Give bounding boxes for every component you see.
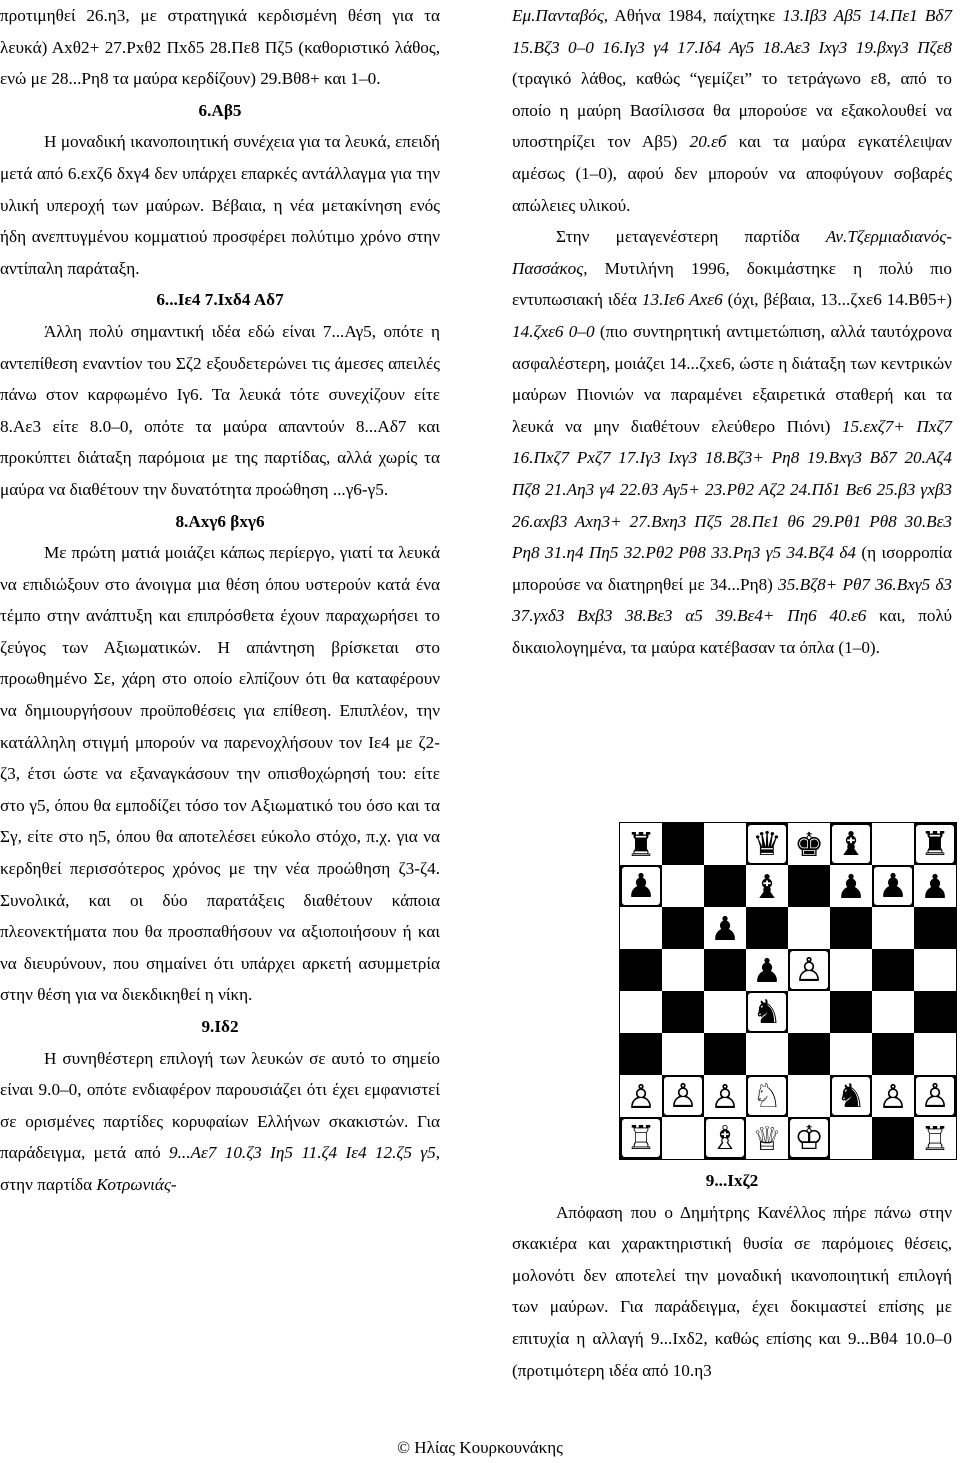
- board-square: [662, 1117, 704, 1159]
- paragraph-7-ag5: Άλλη πολύ σημαντική ιδέα εδώ είναι 7...Αγ5, οπότε η αντεπίθεση εναντίον του Σζ2 εξουδετερώνει τις άμεσες απειλές πάνω στον καρφωμένο Ιγ6. Τα λευκά τότε συνεχίζουν είτε 8.Αε3 είτε 8.0–0, οπότε τα μαύρα απαντούν 8...Αδ7 και προκύπτει διάταξη παρόμοια με της παρτίδας, αλλά χωρίς τα μαύρα να διαθέτουν την δυνατότητα προώθηση ...γ6-γ5.: [0, 321, 440, 499]
- board-square: [914, 823, 956, 865]
- paragraph-8-axg6: Με πρώτη ματιά μοιάζει κάπως περίεργο, γιατί τα λευκά να επιδιώξουν στο άνοιγμα μια θέση όπου υστερούν κατά ένα τέμπο στην ανάπτυξη και επιπρόσθετα έχουν παραχωρήσει το ζεύγος των Αξιωματικών. Η απάντηση βρίσκεται στο προωθημένο Σε, χάρη στο οποίο ελπίζουν ότι θα καταφέρουν να δημιουργήσουν προϋποθέσεις για επίθεση. Επιπλέον, την κατάλληλη στιγμή μπορούν να παρενοχλήσουν τον Ιε4 με ζ2-ζ3, έτσι ώστε να εξαναγκάσουν την οπισθοχώρησή του: είτε στο γ5, όπου θα εμποδίζει τόσο τον Αξιωματικό του όσο και τα Σγ, είτε στο η5, όπου θα αποτελέσει εύκολο στόχο, π.χ. για να κερδηθεί περισσότερος χρόνος με την νέα προώθηση ζ3-ζ4. Συνολικά, και οι δύο παρατάξεις διαθέτουν κάποια πλεονεκτήματα που θα προσπαθήσουν να αξιοποιήσουν ή και να διευρύνουν, που σημαίνει ότι υπάρχει αρκετή ασυμμετρία στην θέση για να διεκδικηθεί η νίκη.: [0, 543, 440, 1005]
- board-square: [620, 1075, 662, 1117]
- board-square: [788, 1033, 830, 1075]
- right-column: [512, 0, 952, 663]
- board-square: [830, 1033, 872, 1075]
- board-square: [662, 949, 704, 991]
- chess-piece-icon: ♟: [874, 867, 912, 905]
- board-square: [872, 1075, 914, 1117]
- chess-piece-icon: ♙: [916, 1077, 954, 1115]
- board-square: [746, 907, 788, 949]
- chess-piece-icon: ♕: [752, 1118, 782, 1158]
- chess-piece-icon: ♟: [710, 908, 740, 948]
- left-column: [0, 0, 440, 1201]
- paragraph-6-ab5: Η μοναδική ικανοποιητική συνέχεια για τα λευκά, επειδή μετά από 6.εxζ6 δxγ4 δεν υπάρχει επαρκές αντάλλαγμα για την υλική υπεροχή των μαύρων. Βέβαια, η νέα μετακίνηση ενός ήδη ανεπτυγμένου κομματιού προσφέρει πολύτιμο χρόνο στην αντίπαλη παράταξη.: [0, 132, 440, 278]
- chess-piece-icon: ♟: [752, 950, 782, 990]
- board-square: [746, 865, 788, 907]
- board-square: [620, 865, 662, 907]
- chess-piece-icon: ♟: [836, 866, 866, 906]
- board-square: [830, 1075, 872, 1117]
- chess-piece-icon: ♘: [748, 1077, 786, 1115]
- board-square: [914, 949, 956, 991]
- chess-piece-icon: ♝: [832, 825, 870, 863]
- chess-piece-icon: ♛: [748, 825, 786, 863]
- board-square: [830, 907, 872, 949]
- board-square: [830, 865, 872, 907]
- board-square: [914, 1033, 956, 1075]
- board-square: [746, 1117, 788, 1159]
- board-square: [788, 865, 830, 907]
- board-square: [872, 865, 914, 907]
- board-square: [788, 1075, 830, 1117]
- board-square: [620, 1033, 662, 1075]
- chess-piece-icon: ♟: [622, 867, 660, 905]
- chess-piece-icon: ♙: [790, 951, 828, 989]
- board-square: [746, 991, 788, 1033]
- board-square: [704, 1075, 746, 1117]
- chess-piece-icon: ♟: [920, 866, 950, 906]
- chess-piece-icon: ♞: [832, 1077, 870, 1115]
- chess-piece-icon: ♙: [664, 1077, 702, 1115]
- board-square: [662, 823, 704, 865]
- chess-piece-icon: ♙: [878, 1076, 908, 1116]
- board-square: [704, 949, 746, 991]
- chess-piece-icon: ♞: [748, 993, 786, 1031]
- chess-piece-icon: ♜: [916, 825, 954, 863]
- board-square: [746, 823, 788, 865]
- paragraph-tzermiadianos-game: Στην μεταγενέστερη παρτίδα Αν.Τζερμιαδιανός-Πασσάκος, Μυτιλήνη 1996, δοκιμάστηκε η πολύ πιο εντυπωσιακή ιδέα 13.Ιε6 Αxε6 (όχι, βέβαια, 13...ζxε6 14.Βθ5+) 14.ζxε6 0–0 (πιο συντηρητική αντιμετώπιση, αλλά ταυτόχρονα ασφαλέστερη, μοιάζει 14...ζxε6, ώστε η διάταξη των κεντρικών μαύρων Πιονιών να παραμένει εξαιρετικά σταθερή και τα λευκά να μην διαθέτουν ελεύθερο Πιόνι) 15.εxζ7+ Πxζ7 16.Πxζ7 Ρxζ7 17.Ιγ3 Ιxγ3 18.Βζ3+ Ρη8 19.Βxγ3 Βδ7 20.Αζ4 Πζ8 21.Αη3 γ4 22.θ3 Αγ5+ 23.Ρθ2 Αζ2 24.Πδ1 Βε6 25.β3 γxβ3 26.αxβ3 Αxη3+ 27.Βxη3 Πζ5 28.Πε1 θ6 29.Ρθ1 Ρθ8 30.Βε3 Ρη8 31.η4 Πη5 32.Ρθ2 Ρθ8 33.Ρη3 γ5 34.Βζ4 δ4 (η ισορροπία μπορούσε να διατηρηθεί με 34...Ρη8) 35.Βζ8+ Ρθ7 36.Βxγ5 δ3 37.γxδ3 Βxβ3 38.Βε3 α5 39.Βε4+ Πη6 40.ε6 και, πολύ δικαιολογημένα, τα μαύρα κατέβασαν τα όπλα (1–0).: [512, 227, 953, 657]
- paragraph-kotronias-game: Εμ.Πανταβός, Αθήνα 1984, παίχτηκε 13.Ιβ3 Αβ5 14.Πε1 Βδ7 15.Βζ3 0–0 16.Ιγ3 γ4 17.Ιδ4 Αγ5 18.Αε3 Ιxγ3 19.βxγ3 Πζε8 (τραγικό λάθος, καθώς “γεμίζει” το τετράγωνο ε8, από το οποίο η μαύρη Βασίλισσα θα μπορούσε να εξακολουθεί να υποστηρίζει τον Αβ5) 20.εб και τα μαύρα εγκατέλειψαν αμέσως (1–0), αφού δεν μπορούν να αποφύγουν σοβαρές απώλειες υλικού.: [512, 6, 952, 215]
- board-square: [620, 949, 662, 991]
- board-square: [914, 991, 956, 1033]
- chess-piece-icon: ♝: [752, 866, 782, 906]
- chess-piece-icon: ♗: [706, 1119, 744, 1157]
- board-square: [746, 1075, 788, 1117]
- board-square: [872, 991, 914, 1033]
- right-column-lower: [512, 1165, 952, 1386]
- board-square: [914, 865, 956, 907]
- board-square: [620, 907, 662, 949]
- board-square: [788, 907, 830, 949]
- board-square: [914, 1075, 956, 1117]
- move-heading-9-id2: 9.Ιδ2: [201, 1017, 239, 1036]
- board-square: [620, 1117, 662, 1159]
- board-square: [830, 1117, 872, 1159]
- chess-piece-icon: ♖: [920, 1118, 950, 1158]
- chess-piece-icon: ♖: [622, 1119, 660, 1157]
- board-square: [620, 991, 662, 1033]
- board-square: [704, 1117, 746, 1159]
- chess-piece-icon: ♚: [794, 824, 824, 864]
- move-heading-9-ixz2: 9...Ιxζ2: [705, 1171, 759, 1190]
- move-heading-6-ab5: 6.Αβ5: [198, 100, 242, 120]
- move-heading-6-ie4: 6...Ιε4 7.Ιxδ4 Αδ7: [156, 290, 284, 310]
- board-square: [872, 907, 914, 949]
- copyright-footer: © Ηλίας Κουρκουνάκης: [397, 1438, 563, 1457]
- chess-piece-icon: ♜: [626, 824, 656, 864]
- board-square: [662, 1033, 704, 1075]
- board-square: [704, 907, 746, 949]
- board-square: [662, 907, 704, 949]
- board-square: [662, 865, 704, 907]
- board-square: [872, 1033, 914, 1075]
- board-square: [746, 949, 788, 991]
- board-square: [704, 991, 746, 1033]
- chess-piece-icon: ♔: [790, 1119, 828, 1157]
- board-square: [662, 991, 704, 1033]
- board-square: [830, 823, 872, 865]
- paragraph-9-id2: Η συνηθέστερη επιλογή των λευκών σε αυτό το σημείο είναι 9.0–0, οπότε ενδιαφέρον παρουσιάζει ότι έχει εμφανιστεί σε ορισμένες παρτίδες κορυφαίων Ελλήνων σκακιστών. Για παράδειγμα, μετά από 9...Αε7 10.ζ3 Ιη5 11.ζ4 Ιε4 12.ζ5 γ5, στην παρτίδα Κοτρωνιάς-: [0, 1048, 440, 1194]
- board-square: [788, 991, 830, 1033]
- chess-piece-icon: ♙: [710, 1076, 740, 1116]
- board-square: [872, 949, 914, 991]
- board-square: [788, 1117, 830, 1159]
- paragraph-9-ixz2: Απόφαση που ο Δημήτρης Κανέλλος πήρε πάνω στην σκακιέρα και χαρακτηριστική θυσία σε παρόμοιες θέσεις, μολονότι δεν αποτελεί την μοναδική ικανοποιητική επιλογή των μαύρων. Για παράδειγμα, έχει δοκιμαστεί επίσης με επιτυχία η αλλαγή 9...Ιxδ2, καθώς επίσης και 9...Βθ4 10.0–0 (προτιμότερη ιδέα από 10.η3: [512, 1202, 952, 1380]
- chess-diagram: [619, 822, 957, 1160]
- board-square: [872, 1117, 914, 1159]
- board-square: [830, 949, 872, 991]
- chess-piece-icon: ♙: [626, 1076, 656, 1116]
- board-square: [830, 991, 872, 1033]
- paragraph-intro: προτιμηθεί 26.η3, με στρατηγικά κερδισμένη θέση για τα λευκά) Αxθ2+ 27.Ρxθ2 Πxδ5 28.Πε8 Πζ5 (καθοριστικό λάθος, ενώ με 28...Ρη8 τα μαύρα κερδίζουν) 29.Βθ8+ και 1–0.: [0, 6, 440, 89]
- board-square: [704, 823, 746, 865]
- board-square: [662, 1075, 704, 1117]
- board-square: [704, 1033, 746, 1075]
- board-square: [914, 907, 956, 949]
- board-square: [788, 949, 830, 991]
- board-square: [704, 865, 746, 907]
- board-square: [620, 823, 662, 865]
- board-square: [872, 823, 914, 865]
- board-square: [746, 1033, 788, 1075]
- move-heading-8-axg6: 8.Αxγ6 βxγ6: [175, 511, 265, 531]
- board-square: [914, 1117, 956, 1159]
- board-square: [788, 823, 830, 865]
